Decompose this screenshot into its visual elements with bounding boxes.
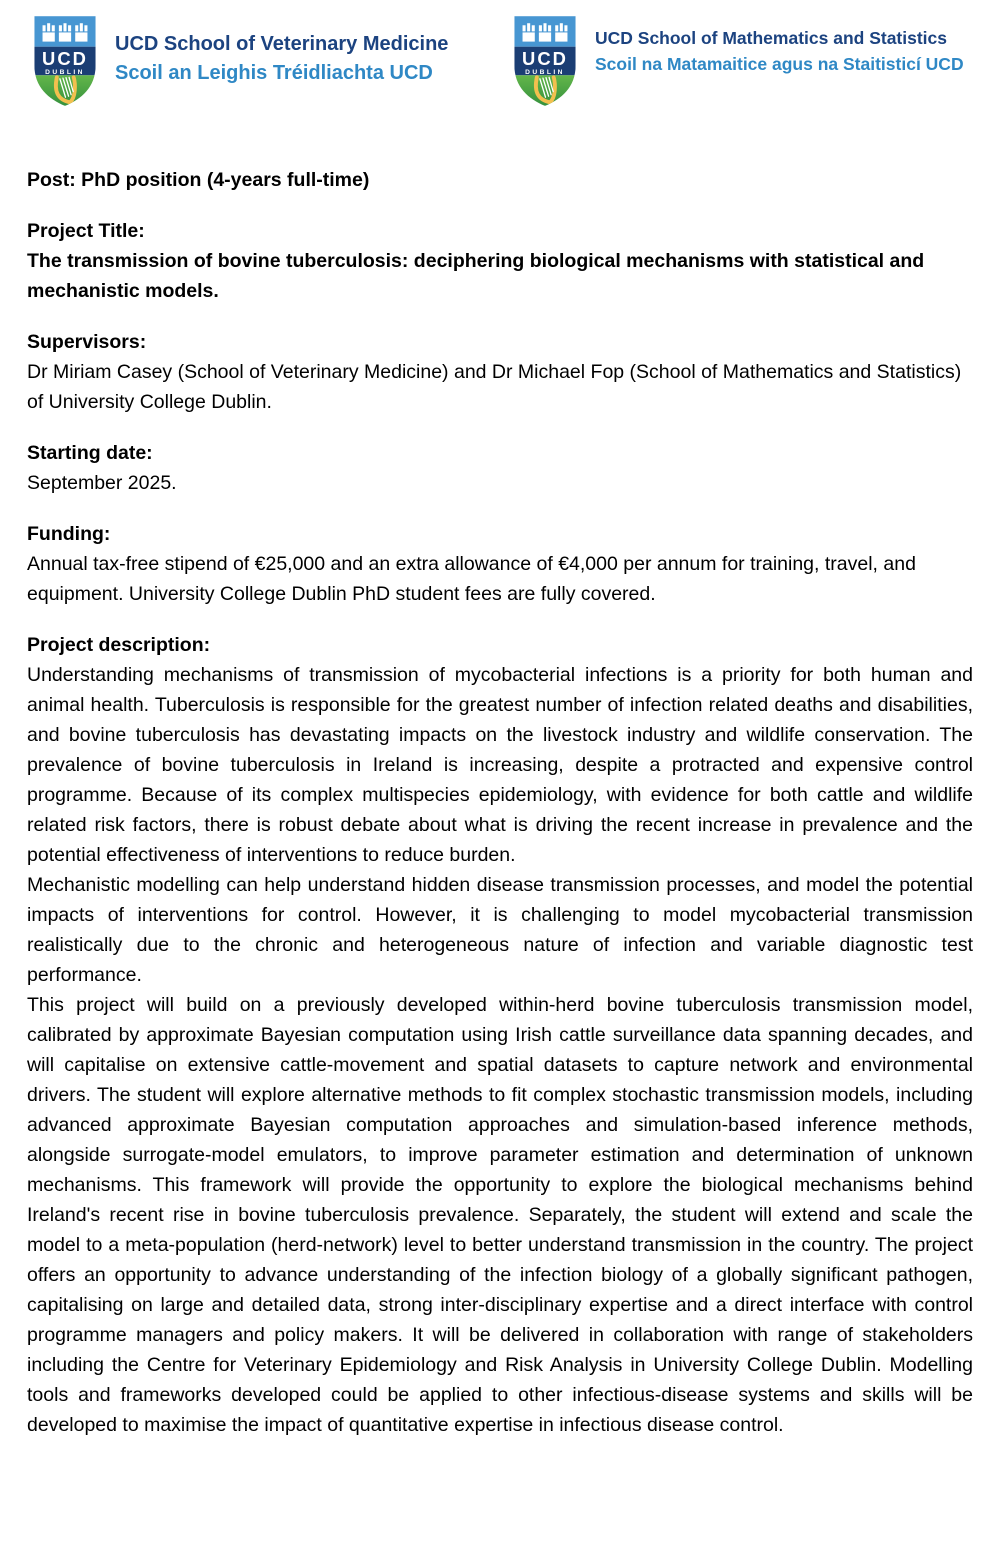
post-line: Post: PhD position (4-years full-time) — [27, 169, 370, 191]
project-title-section — [27, 216, 973, 306]
project-title-label: Project Title: — [27, 220, 145, 242]
vet-school-logo-text — [115, 12, 487, 88]
vet-school-title-ga: Scoil an Leighis Tréidliachta UCD — [115, 62, 433, 84]
vet-school-logo-lockup — [28, 12, 508, 110]
starting-date-section — [27, 438, 973, 498]
vet-school-title-en: UCD School of Veterinary Medicine — [115, 33, 449, 55]
description-paragraph-3: This project will build on a previously developed within-herd bovine tuberculosis transmission model, calibrated by approximate Bayesian computation using Irish cattle surveillance data spanning decades, and will capitalise on extensive cattle-movement and spatial datasets to capture network and environmental drivers. The student will explore alternative methods to fit complex stochastic transmission models, including advanced approximate Bayesian computation approaches and simulation-based inference methods, alongside surrogate-model emulators, to improve parameter estimation and determination of unknown mechanisms. This framework will provide the opportunity to explore the biological mechanisms behind Ireland's recent rise in bovine tuberculosis prevalence. Separately, the student will extend and scale the model to a meta-population (herd-network) level to better understand transmission in the country. The project offers an opportunity to advance understanding of the infection biology of a globally significant pathogen, capitalising on large and detailed data, strong inter-disciplinary expertise and a direct interface with control programme managers and policy makers. It will be delivered in collaboration with range of stakeholders including the Centre for Veterinary Epidemiology and Risk Analysis in University College Dublin. Modelling tools and frameworks developed could be applied to other infectious-disease systems and skills will be developed to maximise the impact of quantitative expertise in infectious disease control. — [27, 994, 973, 1436]
ucd-crest-icon — [508, 12, 582, 110]
math-school-logo-lockup — [508, 12, 995, 110]
project-description-label: Project description: — [27, 634, 211, 656]
description-paragraph-2: Mechanistic modelling can help understand hidden disease transmission processes, and model the potential impacts of interventions for control. However, it is challenging to model mycobacterial transmission realistically due to the chronic and heterogeneous nature of infection and variable diagnostic test performance. — [27, 874, 973, 986]
project-description-section — [27, 630, 973, 660]
description-paragraph-1: Understanding mechanisms of transmission of mycobacterial infections is a priority for both human and animal health. Tuberculosis is responsible for the greatest number of infection related deaths and disabilities, and bovine tuberculosis has devastating impacts on the livestock industry and wildlife conservation. The prevalence of bovine tuberculosis in Ireland is increasing, despite a protracted and expensive control programme. Because of its complex multispecies epidemiology, with evidence for both cattle and wildlife related risk factors, there is robust debate about what is driving the recent increase in prevalence and the potential effectiveness of interventions to reduce burden. — [27, 664, 973, 866]
supervisors-section — [27, 327, 973, 417]
funding-label: Funding: — [27, 523, 111, 545]
math-school-title-ga: Scoil na Matamaitice agus na Staitisticí UCD — [595, 54, 964, 74]
funding-text: Annual tax-free stipend of €25,000 and an extra allowance of €4,000 per annum for training, travel, and equipment. University College Dublin PhD student fees are fully covered. — [27, 553, 916, 605]
math-school-title-en: UCD School of Mathematics and Statistics — [595, 28, 948, 48]
header-logos — [0, 0, 1000, 110]
math-school-logo-text — [595, 12, 995, 77]
project-title: The transmission of bovine tuberculosis: deciphering biological mechanisms with statistical and mechanistic models. — [27, 250, 925, 302]
starting-date-label: Starting date: — [27, 442, 153, 464]
document-body — [0, 165, 1000, 1440]
starting-date-text: September 2025. — [27, 472, 177, 494]
ucd-crest-icon — [28, 12, 102, 110]
supervisors-text: Dr Miriam Casey (School of Veterinary Medicine) and Dr Michael Fop (School of Mathematics and Statistics) of University College Dublin. — [27, 361, 962, 413]
funding-section — [27, 519, 973, 609]
supervisors-label: Supervisors: — [27, 331, 147, 353]
